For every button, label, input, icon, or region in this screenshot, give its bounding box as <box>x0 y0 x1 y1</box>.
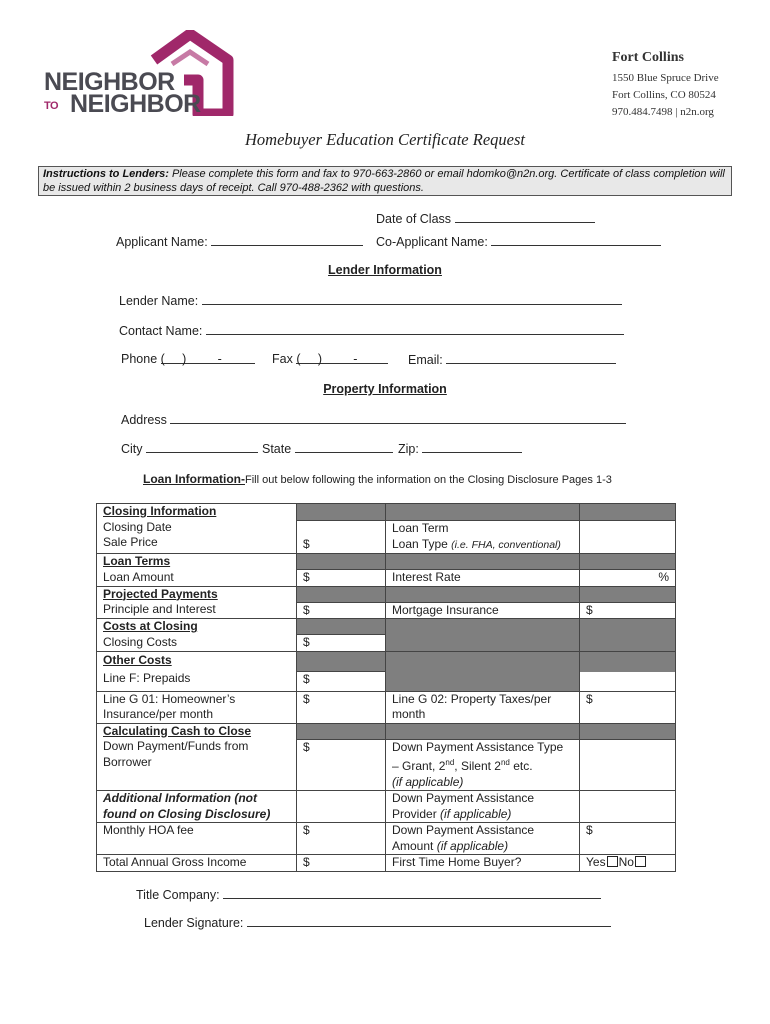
dark-shaded-cell <box>297 554 385 570</box>
instructions-text: Please complete this form and fax to 970-663-2860 or email hdomko@n2n.org. Certificate of class completion will be issued within 2 business days of receipt. Call 970-488-2362 with questions. <box>43 168 725 194</box>
dark-shaded-cell <box>580 652 675 672</box>
lender-signature-label: Lender Signature: <box>144 916 244 930</box>
other-costs-cell <box>97 651 297 691</box>
applicant-name-label: Applicant Name: <box>116 235 208 249</box>
loan-terms-subheading: Loan Terms <box>103 554 171 568</box>
no-checkbox[interactable] <box>635 856 646 867</box>
monthly-hoa-label: Monthly HOA fee <box>97 823 297 855</box>
lender-information-heading: Lender Information <box>328 263 442 277</box>
title-company-label: Title Company: <box>136 888 220 902</box>
interest-rate-cell <box>386 554 580 587</box>
empty-cell <box>297 791 386 823</box>
table-row <box>97 554 676 587</box>
costs-at-closing-subheading: Costs at Closing <box>103 619 198 633</box>
dollar-sign: $ <box>586 691 593 706</box>
contact-name-field[interactable] <box>119 323 624 338</box>
dpa-provider-input[interactable] <box>580 791 676 823</box>
table-row <box>97 691 676 723</box>
loan-information-note: Fill out below following the information on the Closing Disclosure Pages 1-3 <box>245 474 612 486</box>
logo-word-to: TO <box>44 100 59 112</box>
mortgage-insurance-cell <box>386 586 580 619</box>
org-contact: 970.484.7498 | n2n.org <box>612 106 714 118</box>
dpa-type-text-b: , Silent 2 <box>454 759 501 773</box>
instructions-box <box>38 166 732 196</box>
table-row <box>97 791 676 823</box>
title-company-field[interactable] <box>136 887 601 902</box>
loan-term-values-cell[interactable] <box>580 504 676 554</box>
instructions-label: Instructions to Lenders: <box>43 168 169 180</box>
line-g01-input[interactable] <box>297 691 386 723</box>
loan-term-label: Loan Term <box>392 521 449 535</box>
dpa-type-text-a: Down Payment Assistance Type – Grant, 2 <box>392 739 564 773</box>
dollar-sign: $ <box>303 671 310 686</box>
dpa-provider-label: Down Payment Assistance Provider <box>392 791 535 821</box>
mortgage-insurance-input[interactable] <box>580 586 676 619</box>
dpa-amount-label: Down Payment Assistance Amount <box>392 823 535 853</box>
property-information-heading: Property Information <box>323 382 447 396</box>
if-applicable-note: (if applicable) <box>436 838 509 853</box>
no-label: No <box>618 855 634 869</box>
phone-label: Phone <box>121 352 158 366</box>
phone-line[interactable]: ( ) - <box>161 352 255 364</box>
dpa-type-label <box>386 740 579 791</box>
dpa-type-sup-1: nd <box>445 758 455 767</box>
if-applicable-note: (if applicable) <box>440 806 512 821</box>
applicant-name-field[interactable] <box>116 234 363 249</box>
city-line[interactable] <box>146 441 258 453</box>
dollar-sign: $ <box>586 602 593 617</box>
dark-shaded-cell <box>386 619 580 652</box>
co-applicant-name-label: Co-Applicant Name: <box>376 235 488 249</box>
city-field[interactable] <box>121 441 258 456</box>
org-city: Fort Collins <box>612 50 684 65</box>
principle-interest-label: Principle and Interest <box>103 602 216 616</box>
title-company-line[interactable] <box>223 887 601 899</box>
dpa-amount-input[interactable] <box>580 823 676 855</box>
closing-date-input[interactable] <box>297 521 385 537</box>
contact-name-label: Contact Name: <box>119 324 203 338</box>
interest-rate-input[interactable] <box>580 554 676 587</box>
state-label: State <box>262 442 292 456</box>
principle-interest-input[interactable] <box>297 586 386 619</box>
dark-shaded-cell <box>386 504 579 521</box>
co-applicant-name-field[interactable] <box>376 234 661 249</box>
neighbor-to-neighbor-logo <box>44 30 224 116</box>
dark-shaded-cell <box>580 587 675 603</box>
first-time-buyer-options <box>580 855 676 872</box>
percent-sign: % <box>658 570 669 584</box>
other-costs-subheading: Other Costs <box>103 652 172 667</box>
dollar-sign: $ <box>303 691 310 706</box>
dollar-sign: $ <box>303 855 310 869</box>
table-row <box>97 586 676 619</box>
fax-field[interactable] <box>272 352 388 366</box>
dark-shaded-cell <box>580 724 675 740</box>
loan-amount-input[interactable] <box>297 554 386 587</box>
if-applicable-note: (if applicable) <box>392 774 464 789</box>
empty-cell <box>580 651 676 691</box>
loan-type-text: Loan Type <box>392 536 448 551</box>
phone-field[interactable] <box>121 352 255 366</box>
total-income-label: Total Annual Gross Income <box>97 855 297 872</box>
email-line[interactable] <box>446 352 616 364</box>
org-address-block <box>612 50 719 121</box>
closing-info-cell <box>97 504 297 554</box>
dark-shaded-cell <box>580 619 676 652</box>
dollar-sign: $ <box>303 537 310 551</box>
date-of-class-field[interactable] <box>376 211 595 226</box>
applicant-name-line[interactable] <box>211 234 363 246</box>
address-field[interactable] <box>121 412 626 427</box>
table-row <box>97 723 676 791</box>
email-field[interactable] <box>408 352 616 367</box>
address-line[interactable] <box>170 412 626 424</box>
lender-name-label: Lender Name: <box>119 294 199 308</box>
calculating-cash-subheading: Calculating Cash to Close <box>103 723 252 738</box>
date-of-class-label: Date of Class <box>376 212 452 226</box>
lender-signature-line[interactable] <box>247 915 611 927</box>
org-street: 1550 Blue Spruce Drive <box>612 72 719 84</box>
closing-values-cell[interactable] <box>297 504 386 554</box>
dpa-provider-cell <box>386 791 580 823</box>
lender-name-field[interactable] <box>119 293 622 308</box>
calculating-cash-cell <box>97 723 297 791</box>
table-row <box>97 504 676 554</box>
loan-term-input[interactable] <box>580 521 675 553</box>
mortgage-insurance-label: Mortgage Insurance <box>392 602 499 617</box>
loan-term-type-cell <box>386 504 580 554</box>
additional-info-cell <box>97 791 297 823</box>
down-payment-input[interactable] <box>297 723 386 791</box>
sale-price-label: Sale Price <box>103 535 158 549</box>
co-applicant-name-line[interactable] <box>491 234 661 246</box>
loan-amount-label: Loan Amount <box>103 569 174 584</box>
dollar-sign: $ <box>303 635 310 649</box>
date-of-class-line[interactable] <box>455 211 595 223</box>
loan-information-label: Loan Information- <box>143 472 245 486</box>
loan-information-heading <box>143 472 612 486</box>
dpa-type-input[interactable] <box>580 723 676 791</box>
dpa-type-sup-2: nd <box>500 758 510 767</box>
additional-info-heading: Additional Information (not found on Closing Disclosure) <box>103 791 271 821</box>
down-payment-label: Down Payment/Funds from Borrower <box>103 739 249 769</box>
line-g02-input[interactable] <box>580 691 676 723</box>
dollar-sign: $ <box>586 823 593 837</box>
yes-checkbox[interactable] <box>607 856 618 867</box>
lender-name-line[interactable] <box>202 293 622 305</box>
line-g01-label: Line G 01: Homeowner’s Insurance/per month <box>97 691 297 723</box>
table-row <box>97 651 676 691</box>
table-row <box>97 619 676 652</box>
dpa-type-cell <box>386 723 580 791</box>
city-label: City <box>121 442 143 456</box>
document-title: Homebuyer Education Certificate Request <box>245 130 525 149</box>
dark-shaded-cell <box>386 651 580 691</box>
loan-type-label <box>386 537 579 554</box>
first-time-buyer-label: First Time Home Buyer? <box>386 855 580 872</box>
zip-field[interactable] <box>398 441 522 456</box>
org-citystate: Fort Collins, CO 80524 <box>612 89 716 101</box>
fax-line[interactable]: ( ) - <box>296 352 388 364</box>
dollar-sign: $ <box>303 602 310 617</box>
dark-shaded-cell <box>297 652 385 672</box>
line-f-label: Line F: Prepaids <box>103 671 191 685</box>
state-line[interactable] <box>295 441 393 453</box>
fax-label: Fax <box>272 352 293 366</box>
dpa-amount-cell <box>386 823 580 855</box>
dollar-sign: $ <box>303 739 310 754</box>
dark-shaded-cell <box>297 619 385 635</box>
table-row <box>97 823 676 855</box>
table-row <box>97 855 676 872</box>
dollar-sign: $ <box>303 570 310 584</box>
closing-costs-label: Closing Costs <box>103 634 178 649</box>
line-f-input[interactable] <box>297 651 386 691</box>
dark-shaded-cell <box>580 554 675 570</box>
line-g02-label: Line G 02: Property Taxes/per month <box>386 691 580 723</box>
dpa-type-text-c: etc. <box>509 759 533 773</box>
dark-shaded-cell <box>297 504 385 521</box>
email-label: Email: <box>408 353 443 367</box>
dollar-sign: $ <box>303 823 310 837</box>
closing-date-label: Closing Date <box>103 519 172 534</box>
zip-line[interactable] <box>422 441 522 453</box>
address-label: Address <box>121 413 167 427</box>
loan-type-note: (i.e. FHA, conventional) <box>451 538 561 551</box>
dark-shaded-cell <box>580 504 675 521</box>
logo-word-neighbor: NEIGHBOR <box>44 68 175 96</box>
zip-label: Zip: <box>398 442 419 456</box>
dark-shaded-cell <box>386 724 579 740</box>
closing-information-subheading: Closing Information <box>103 504 217 518</box>
dark-shaded-cell <box>297 724 385 740</box>
contact-name-line[interactable] <box>206 323 624 335</box>
loan-information-table <box>96 503 676 872</box>
costs-at-closing-cell <box>97 619 297 652</box>
dark-shaded-cell <box>297 587 385 603</box>
projected-payments-subheading: Projected Payments <box>103 586 218 601</box>
sale-price-input[interactable] <box>297 537 385 553</box>
projected-payments-cell <box>97 586 297 619</box>
dark-shaded-cell <box>386 554 579 570</box>
monthly-hoa-input[interactable] <box>297 823 386 855</box>
interest-rate-label: Interest Rate <box>392 570 461 584</box>
loan-terms-cell <box>97 554 297 587</box>
lender-signature-field[interactable] <box>144 915 611 930</box>
yes-label: Yes <box>586 855 606 869</box>
state-field[interactable] <box>262 441 393 456</box>
logo-word-neighbor-2: NEIGHBOR <box>70 90 201 118</box>
total-income-input[interactable] <box>297 855 386 872</box>
dark-shaded-cell <box>386 587 579 603</box>
closing-costs-input[interactable] <box>297 619 386 652</box>
